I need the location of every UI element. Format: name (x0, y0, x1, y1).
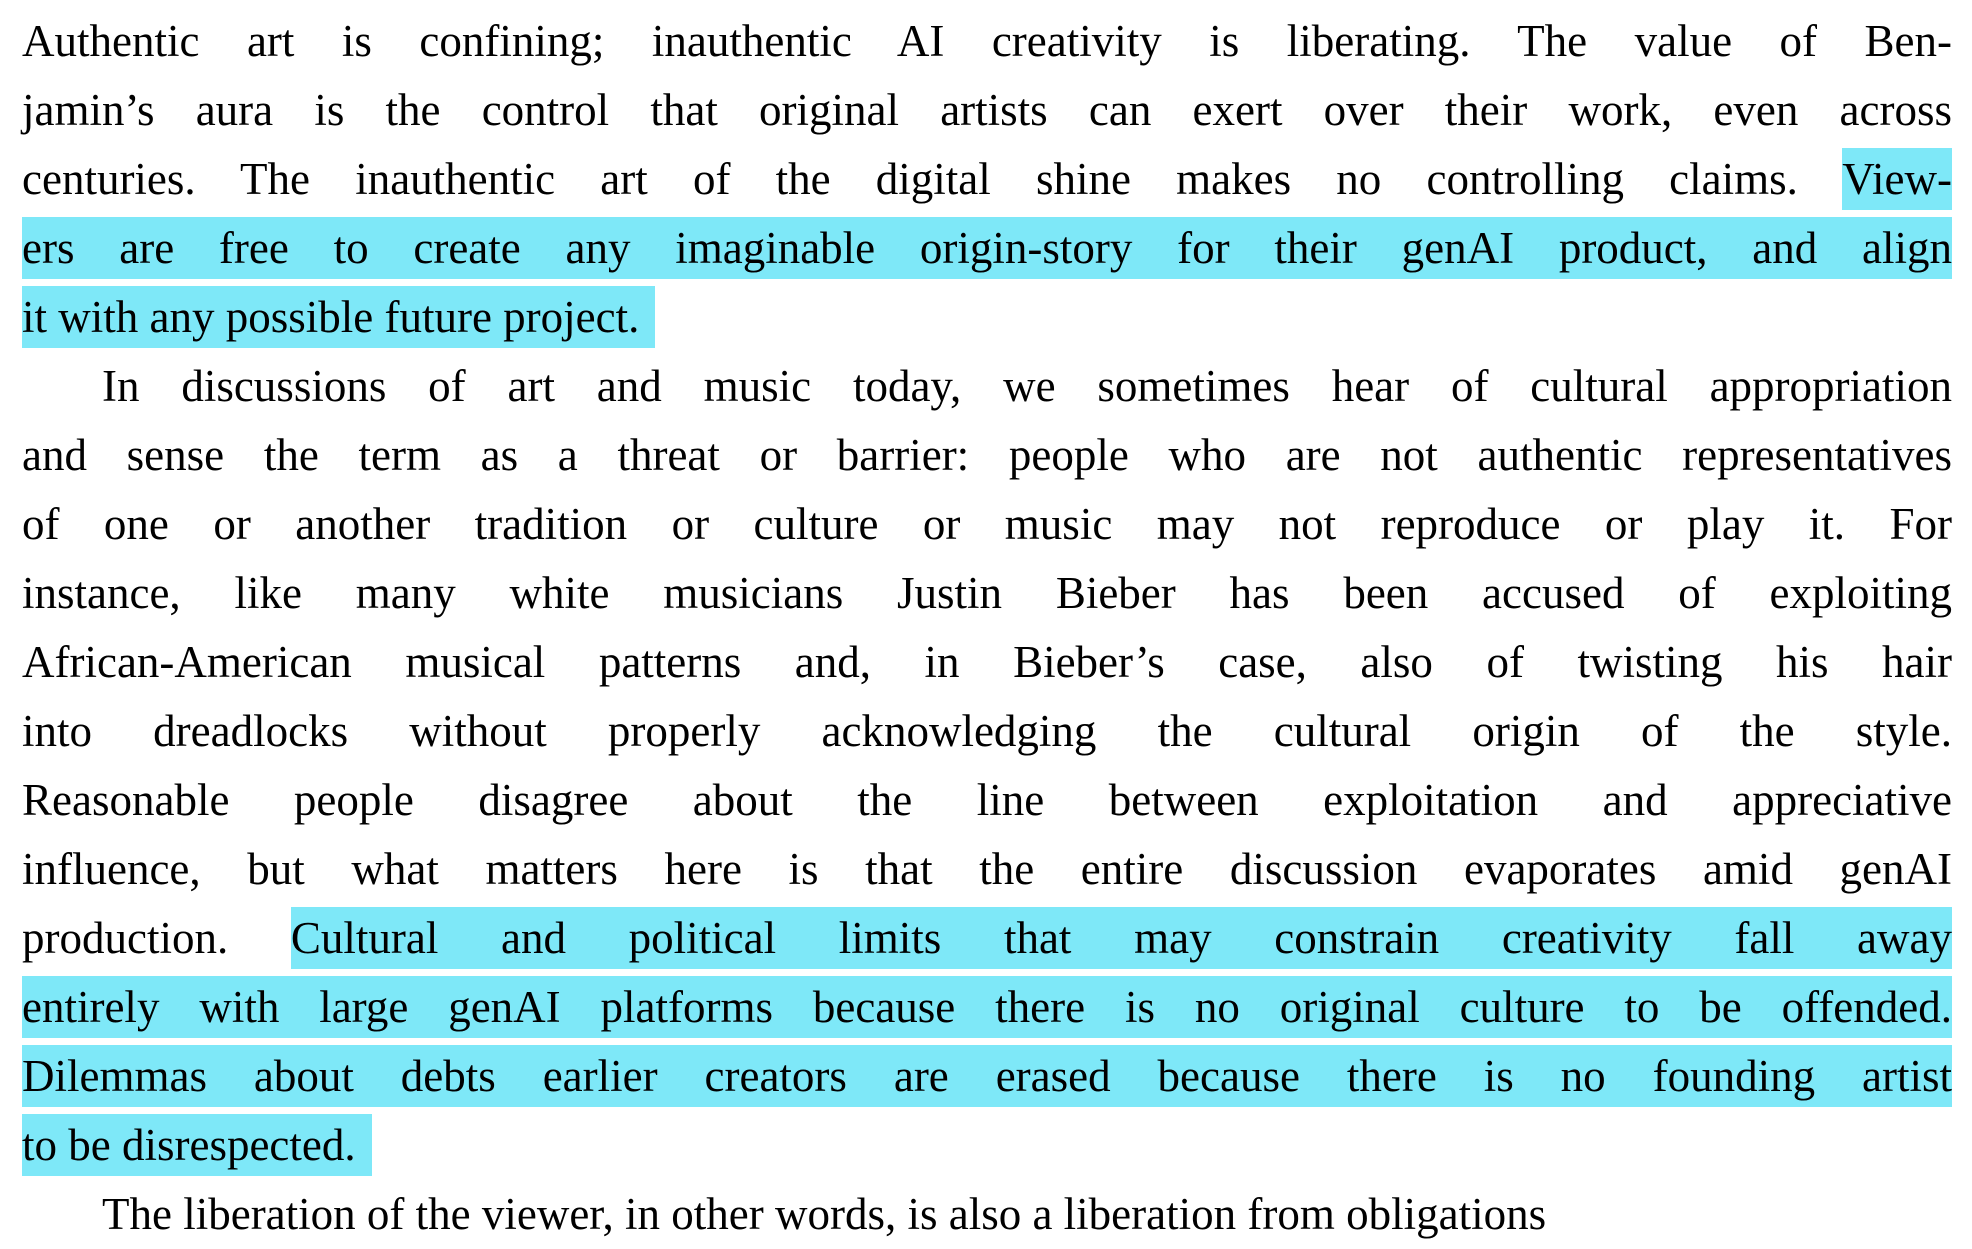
text-line (22, 421, 1952, 490)
text-line (22, 1111, 1952, 1180)
text-line (22, 214, 1952, 283)
highlighted-text-segment: View- (1842, 148, 1952, 210)
text-segment: The liberation of the viewer, in other words, is also a liberation from obligations (102, 1189, 1547, 1239)
text-segment: Reasonable people disagree about the line between exploitation and appreciative (22, 775, 1952, 825)
highlighted-text-segment: ers are free to create any imaginable origin-story for their genAI product, and align (22, 217, 1952, 279)
text-segment: influence, but what matters here is that the entire discussion evaporates amid genAI (22, 844, 1952, 894)
text-segment: jamin’s aura is the control that original artists can exert over their work, even across (22, 85, 1952, 135)
text-line (22, 76, 1952, 145)
text-block (22, 7, 1952, 1249)
text-line (22, 628, 1952, 697)
text-segment: and sense the term as a threat or barrier: people who are not authentic representatives (22, 430, 1952, 480)
text-segment: centuries. The inauthentic art of the digital shine makes no controlling claims. (22, 154, 1843, 204)
text-line (22, 766, 1952, 835)
text-line (22, 490, 1952, 559)
text-line (22, 1042, 1952, 1111)
highlighted-text-segment: Cultural and political limits that may constrain creativity fall away (291, 907, 1952, 969)
text-line (22, 835, 1952, 904)
highlighted-text-segment: it with any possible future project. (22, 286, 655, 348)
text-segment: Authentic art is confining; inauthentic AI creativity is liberating. The value of Ben- (22, 16, 1952, 66)
text-segment: In discussions of art and music today, we sometimes hear of cultural appropriation (102, 361, 1952, 411)
text-segment: instance, like many white musicians Justin Bieber has been accused of exploiting (22, 568, 1952, 618)
text-line (22, 973, 1952, 1042)
text-line (22, 904, 1952, 973)
text-line (22, 697, 1952, 766)
text-line (22, 283, 1952, 352)
text-line (22, 352, 1952, 421)
text-segment: production. (22, 913, 291, 963)
highlighted-text-segment: Dilemmas about debts earlier creators are erased because there is no founding artist (22, 1045, 1952, 1107)
text-line (22, 145, 1952, 214)
text-segment: into dreadlocks without properly acknowledging the cultural origin of the style. (22, 706, 1952, 756)
highlighted-text-segment: entirely with large genAI platforms because there is no original culture to be offended. (22, 976, 1952, 1038)
highlighted-text-segment: to be disrespected. (22, 1114, 372, 1176)
text-segment: African-American musical patterns and, in Bieber’s case, also of twisting his hair (22, 637, 1952, 687)
clipped-text-line (22, 1180, 1952, 1249)
text-segment: of one or another tradition or culture or music may not reproduce or play it. For (22, 499, 1952, 549)
text-line (22, 7, 1952, 76)
text-line (22, 559, 1952, 628)
